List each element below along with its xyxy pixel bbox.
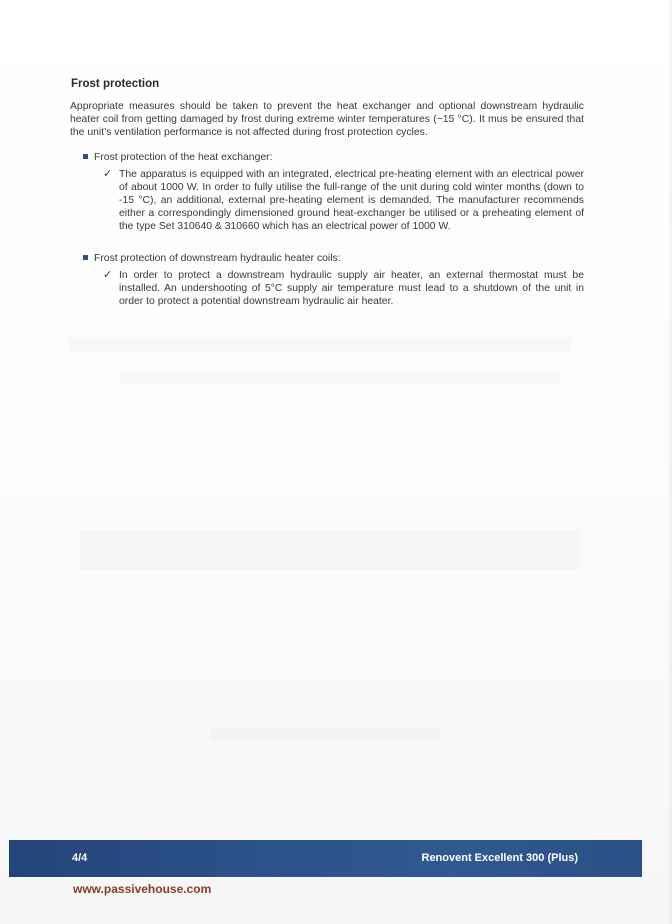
bullet-item: [83, 252, 583, 265]
footer-bar: [9, 840, 642, 877]
checklist-text: In order to protect a downstream hydraulic supply air heater, an external thermostat must be installed. An undershooting of 5°C supply air temperature must lead to a shutdown of the unit in order to protect a potential downstream hydraulic air heater.: [119, 270, 584, 307]
bleed-through-mark: [80, 530, 580, 570]
bleed-through-mark: [120, 372, 560, 384]
bullet-label: Frost protection of the heat exchanger:: [94, 152, 273, 163]
checklist-text: The apparatus is equipped with an integrated, electrical pre-heating element with an electrical power of about 1000 W. In order to fully utilise the full-range of the unit during cold winter months (down to -15 °C), an additional, external pre-heating element is demanded. The manufacturer recommends either a correspondingly dimensioned ground heat-exchanger be utilised or a preheating element of the type Set 310640 & 310660 which has an electrical power of 1000 W.: [119, 169, 584, 232]
page-number: 4/4: [72, 852, 88, 864]
bullet-label: Frost protection of downstream hydraulic heater coils:: [94, 253, 341, 264]
checkmark-icon: ✓: [103, 168, 113, 180]
product-name: Renovent Excellent 300 (Plus): [421, 852, 578, 864]
square-bullet-icon: [83, 255, 88, 260]
bullet-item: [83, 151, 583, 164]
bleed-through-mark: [210, 728, 440, 742]
checkmark-icon: ✓: [103, 269, 113, 281]
scan-edge-shadow: [668, 0, 672, 924]
checklist-item: [103, 168, 584, 233]
checklist-item: [103, 269, 584, 308]
section-title: Frost protection: [71, 78, 160, 90]
bleed-through-mark: [70, 338, 570, 352]
intro-paragraph: Appropriate measures should be taken to prevent the heat exchanger and optional downstream hydraulic heater coil from getting damaged by frost during extreme winter temperatures (−15 °C). It mus be ensured that the unit’s ventilation performance is not affected during frost protection cycles.: [70, 101, 584, 138]
website-link[interactable]: www.passivehouse.com: [73, 882, 212, 896]
square-bullet-icon: [83, 154, 88, 159]
